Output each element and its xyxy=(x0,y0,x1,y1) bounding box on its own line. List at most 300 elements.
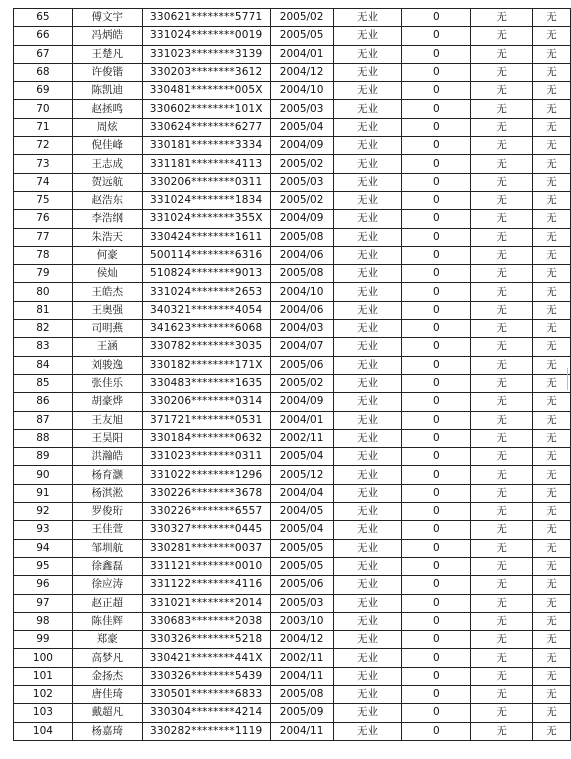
row-number: 94 xyxy=(14,539,73,557)
row-number: 79 xyxy=(14,265,73,283)
employment-cell: 无业 xyxy=(333,118,402,136)
id-number-cell: 331024********2653 xyxy=(142,283,270,301)
id-number-cell: 330206********0314 xyxy=(142,393,270,411)
table-row xyxy=(14,429,571,447)
birth-date-cell: 2005/04 xyxy=(270,521,333,539)
flag-cell-b: 无 xyxy=(533,539,571,557)
flag-cell-b: 无 xyxy=(533,649,571,667)
flag-cell-b: 无 xyxy=(533,191,571,209)
flag-cell-b: 无 xyxy=(533,210,571,228)
birth-date-cell: 2005/09 xyxy=(270,704,333,722)
birth-date-cell: 2005/02 xyxy=(270,9,333,27)
birth-date-cell: 2005/06 xyxy=(270,356,333,374)
table-row xyxy=(14,484,571,502)
flag-cell-b: 无 xyxy=(533,374,571,392)
id-number-cell: 330501********6833 xyxy=(142,685,270,703)
id-number-cell: 510824********9013 xyxy=(142,265,270,283)
id-number-cell: 330282********1119 xyxy=(142,722,270,740)
count-cell: 0 xyxy=(402,466,471,484)
table-row xyxy=(14,301,571,319)
table-row xyxy=(14,631,571,649)
id-number-cell: 331024********1834 xyxy=(142,191,270,209)
table-row xyxy=(14,466,571,484)
name-cell: 王涵 xyxy=(72,338,142,356)
employment-cell: 无业 xyxy=(333,301,402,319)
row-number: 81 xyxy=(14,301,73,319)
flag-cell-a: 无 xyxy=(471,594,533,612)
table-row xyxy=(14,722,571,740)
row-number: 95 xyxy=(14,557,73,575)
id-number-cell: 331021********2014 xyxy=(142,594,270,612)
birth-date-cell: 2004/03 xyxy=(270,320,333,338)
table-row xyxy=(14,521,571,539)
row-number: 103 xyxy=(14,704,73,722)
flag-cell-a: 无 xyxy=(471,118,533,136)
flag-cell-a: 无 xyxy=(471,649,533,667)
name-cell: 司明燕 xyxy=(72,320,142,338)
employment-cell: 无业 xyxy=(333,374,402,392)
table-row xyxy=(14,246,571,264)
employment-cell: 无业 xyxy=(333,429,402,447)
table-row xyxy=(14,374,571,392)
name-cell: 倪佳峰 xyxy=(72,137,142,155)
row-number: 87 xyxy=(14,411,73,429)
id-number-cell: 331024********0019 xyxy=(142,27,270,45)
flag-cell-a: 无 xyxy=(471,612,533,630)
flag-cell-b: 无 xyxy=(533,45,571,63)
id-number-cell: 330624********6277 xyxy=(142,118,270,136)
count-cell: 0 xyxy=(402,173,471,191)
flag-cell-b: 无 xyxy=(533,521,571,539)
id-number-cell: 330327********0445 xyxy=(142,521,270,539)
personnel-table xyxy=(13,8,571,741)
count-cell: 0 xyxy=(402,320,471,338)
id-number-cell: 330184********0632 xyxy=(142,429,270,447)
flag-cell-b: 无 xyxy=(533,338,571,356)
count-cell: 0 xyxy=(402,228,471,246)
count-cell: 0 xyxy=(402,411,471,429)
employment-cell: 无业 xyxy=(333,411,402,429)
flag-cell-a: 无 xyxy=(471,137,533,155)
row-number: 84 xyxy=(14,356,73,374)
flag-cell-a: 无 xyxy=(471,63,533,81)
flag-cell-a: 无 xyxy=(471,466,533,484)
id-number-cell: 330782********3035 xyxy=(142,338,270,356)
birth-date-cell: 2003/10 xyxy=(270,612,333,630)
count-cell: 0 xyxy=(402,722,471,740)
count-cell: 0 xyxy=(402,539,471,557)
row-number: 85 xyxy=(14,374,73,392)
flag-cell-b: 无 xyxy=(533,503,571,521)
table-row xyxy=(14,9,571,27)
count-cell: 0 xyxy=(402,63,471,81)
row-number: 65 xyxy=(14,9,73,27)
birth-date-cell: 2004/12 xyxy=(270,631,333,649)
flag-cell-b: 无 xyxy=(533,246,571,264)
count-cell: 0 xyxy=(402,301,471,319)
id-number-cell: 340321********4054 xyxy=(142,301,270,319)
count-cell: 0 xyxy=(402,429,471,447)
employment-cell: 无业 xyxy=(333,320,402,338)
employment-cell: 无业 xyxy=(333,685,402,703)
birth-date-cell: 2005/05 xyxy=(270,557,333,575)
table-row xyxy=(14,228,571,246)
id-number-cell: 330181********3334 xyxy=(142,137,270,155)
flag-cell-b: 无 xyxy=(533,685,571,703)
count-cell: 0 xyxy=(402,594,471,612)
name-cell: 高梦凡 xyxy=(72,649,142,667)
row-number: 101 xyxy=(14,667,73,685)
flag-cell-a: 无 xyxy=(471,411,533,429)
employment-cell: 无业 xyxy=(333,649,402,667)
table-row xyxy=(14,191,571,209)
row-number: 82 xyxy=(14,320,73,338)
row-number: 88 xyxy=(14,429,73,447)
row-number: 75 xyxy=(14,191,73,209)
birth-date-cell: 2005/03 xyxy=(270,173,333,191)
name-cell: 胡豪烨 xyxy=(72,393,142,411)
count-cell: 0 xyxy=(402,557,471,575)
flag-cell-a: 无 xyxy=(471,82,533,100)
flag-cell-a: 无 xyxy=(471,173,533,191)
flag-cell-a: 无 xyxy=(471,210,533,228)
employment-cell: 无业 xyxy=(333,576,402,594)
table-row xyxy=(14,45,571,63)
table-row xyxy=(14,63,571,81)
employment-cell: 无业 xyxy=(333,722,402,740)
table-row xyxy=(14,649,571,667)
id-number-cell: 330326********5439 xyxy=(142,667,270,685)
row-number: 102 xyxy=(14,685,73,703)
name-cell: 王昊阳 xyxy=(72,429,142,447)
name-cell: 张佳乐 xyxy=(72,374,142,392)
birth-date-cell: 2005/02 xyxy=(270,155,333,173)
id-number-cell: 330683********2038 xyxy=(142,612,270,630)
id-number-cell: 331121********0010 xyxy=(142,557,270,575)
birth-date-cell: 2004/07 xyxy=(270,338,333,356)
birth-date-cell: 2005/08 xyxy=(270,228,333,246)
count-cell: 0 xyxy=(402,338,471,356)
row-number: 83 xyxy=(14,338,73,356)
row-number: 78 xyxy=(14,246,73,264)
name-cell: 王佳萱 xyxy=(72,521,142,539)
count-cell: 0 xyxy=(402,45,471,63)
id-number-cell: 500114********6316 xyxy=(142,246,270,264)
birth-date-cell: 2004/09 xyxy=(270,210,333,228)
flag-cell-a: 无 xyxy=(471,521,533,539)
flag-cell-a: 无 xyxy=(471,100,533,118)
employment-cell: 无业 xyxy=(333,63,402,81)
table-row xyxy=(14,82,571,100)
id-number-cell: 330326********5218 xyxy=(142,631,270,649)
table-row xyxy=(14,576,571,594)
id-number-cell: 330203********3612 xyxy=(142,63,270,81)
name-cell: 许俊锴 xyxy=(72,63,142,81)
row-number: 98 xyxy=(14,612,73,630)
row-number: 68 xyxy=(14,63,73,81)
flag-cell-b: 无 xyxy=(533,466,571,484)
id-number-cell: 331024********355X xyxy=(142,210,270,228)
count-cell: 0 xyxy=(402,448,471,466)
flag-cell-b: 无 xyxy=(533,228,571,246)
count-cell: 0 xyxy=(402,576,471,594)
row-number: 76 xyxy=(14,210,73,228)
id-number-cell: 330182********171X xyxy=(142,356,270,374)
birth-date-cell: 2004/10 xyxy=(270,283,333,301)
flag-cell-a: 无 xyxy=(471,338,533,356)
row-number: 72 xyxy=(14,137,73,155)
employment-cell: 无业 xyxy=(333,45,402,63)
flag-cell-a: 无 xyxy=(471,448,533,466)
table-row xyxy=(14,393,571,411)
row-number: 90 xyxy=(14,466,73,484)
birth-date-cell: 2005/02 xyxy=(270,374,333,392)
id-number-cell: 341623********6068 xyxy=(142,320,270,338)
name-cell: 杨淇淞 xyxy=(72,484,142,502)
flag-cell-b: 无 xyxy=(533,594,571,612)
count-cell: 0 xyxy=(402,82,471,100)
birth-date-cell: 2004/12 xyxy=(270,63,333,81)
name-cell: 赵浩东 xyxy=(72,191,142,209)
count-cell: 0 xyxy=(402,612,471,630)
birth-date-cell: 2004/04 xyxy=(270,484,333,502)
birth-date-cell: 2005/03 xyxy=(270,594,333,612)
count-cell: 0 xyxy=(402,374,471,392)
birth-date-cell: 2004/11 xyxy=(270,722,333,740)
count-cell: 0 xyxy=(402,210,471,228)
employment-cell: 无业 xyxy=(333,667,402,685)
row-number: 104 xyxy=(14,722,73,740)
flag-cell-a: 无 xyxy=(471,429,533,447)
flag-cell-b: 无 xyxy=(533,557,571,575)
flag-cell-a: 无 xyxy=(471,557,533,575)
birth-date-cell: 2005/04 xyxy=(270,118,333,136)
name-cell: 罗俊珩 xyxy=(72,503,142,521)
employment-cell: 无业 xyxy=(333,191,402,209)
flag-cell-a: 无 xyxy=(471,539,533,557)
count-cell: 0 xyxy=(402,704,471,722)
name-cell: 赵正超 xyxy=(72,594,142,612)
flag-cell-a: 无 xyxy=(471,155,533,173)
flag-cell-a: 无 xyxy=(471,374,533,392)
table-row xyxy=(14,338,571,356)
birth-date-cell: 2005/02 xyxy=(270,191,333,209)
flag-cell-b: 无 xyxy=(533,429,571,447)
employment-cell: 无业 xyxy=(333,137,402,155)
birth-date-cell: 2002/11 xyxy=(270,429,333,447)
flag-cell-a: 无 xyxy=(471,228,533,246)
birth-date-cell: 2004/06 xyxy=(270,246,333,264)
employment-cell: 无业 xyxy=(333,173,402,191)
id-number-cell: 331022********1296 xyxy=(142,466,270,484)
employment-cell: 无业 xyxy=(333,246,402,264)
employment-cell: 无业 xyxy=(333,356,402,374)
birth-date-cell: 2005/06 xyxy=(270,576,333,594)
name-cell: 李浩纲 xyxy=(72,210,142,228)
birth-date-cell: 2005/03 xyxy=(270,100,333,118)
id-number-cell: 330421********441X xyxy=(142,649,270,667)
table-row xyxy=(14,356,571,374)
birth-date-cell: 2002/11 xyxy=(270,649,333,667)
flag-cell-b: 无 xyxy=(533,118,571,136)
flag-cell-b: 无 xyxy=(533,320,571,338)
table-row xyxy=(14,557,571,575)
id-number-cell: 331023********0311 xyxy=(142,448,270,466)
flag-cell-a: 无 xyxy=(471,393,533,411)
flag-cell-b: 无 xyxy=(533,155,571,173)
id-number-cell: 331023********3139 xyxy=(142,45,270,63)
count-cell: 0 xyxy=(402,155,471,173)
name-cell: 徐鑫磊 xyxy=(72,557,142,575)
flag-cell-a: 无 xyxy=(471,356,533,374)
name-cell: 何豪 xyxy=(72,246,142,264)
table-row xyxy=(14,155,571,173)
employment-cell: 无业 xyxy=(333,503,402,521)
name-cell: 杨育灏 xyxy=(72,466,142,484)
table-row xyxy=(14,173,571,191)
flag-cell-b: 无 xyxy=(533,27,571,45)
birth-date-cell: 2004/09 xyxy=(270,393,333,411)
table-row xyxy=(14,411,571,429)
flag-cell-a: 无 xyxy=(471,704,533,722)
birth-date-cell: 2004/05 xyxy=(270,503,333,521)
row-number: 89 xyxy=(14,448,73,466)
name-cell: 赵拯鸣 xyxy=(72,100,142,118)
employment-cell: 无业 xyxy=(333,612,402,630)
flag-cell-b: 无 xyxy=(533,576,571,594)
row-number: 97 xyxy=(14,594,73,612)
name-cell: 刘骏逸 xyxy=(72,356,142,374)
birth-date-cell: 2005/12 xyxy=(270,466,333,484)
flag-cell-a: 无 xyxy=(471,576,533,594)
flag-cell-b: 无 xyxy=(533,63,571,81)
employment-cell: 无业 xyxy=(333,631,402,649)
row-number: 100 xyxy=(14,649,73,667)
name-cell: 邹圳航 xyxy=(72,539,142,557)
flag-cell-a: 无 xyxy=(471,27,533,45)
id-number-cell: 330281********0037 xyxy=(142,539,270,557)
row-number: 77 xyxy=(14,228,73,246)
name-cell: 陈佳辉 xyxy=(72,612,142,630)
employment-cell: 无业 xyxy=(333,448,402,466)
row-number: 67 xyxy=(14,45,73,63)
name-cell: 周炫 xyxy=(72,118,142,136)
birth-date-cell: 2005/05 xyxy=(270,539,333,557)
count-cell: 0 xyxy=(402,631,471,649)
birth-date-cell: 2005/05 xyxy=(270,27,333,45)
flag-cell-b: 无 xyxy=(533,411,571,429)
table-row xyxy=(14,594,571,612)
employment-cell: 无业 xyxy=(333,155,402,173)
flag-cell-b: 无 xyxy=(533,704,571,722)
flag-cell-b: 无 xyxy=(533,722,571,740)
employment-cell: 无业 xyxy=(333,557,402,575)
table-row xyxy=(14,320,571,338)
birth-date-cell: 2004/01 xyxy=(270,411,333,429)
count-cell: 0 xyxy=(402,191,471,209)
flag-cell-a: 无 xyxy=(471,685,533,703)
id-number-cell: 330602********101X xyxy=(142,100,270,118)
count-cell: 0 xyxy=(402,118,471,136)
row-number: 80 xyxy=(14,283,73,301)
birth-date-cell: 2004/09 xyxy=(270,137,333,155)
employment-cell: 无业 xyxy=(333,539,402,557)
name-cell: 冯炳皓 xyxy=(72,27,142,45)
flag-cell-b: 无 xyxy=(533,301,571,319)
flag-cell-a: 无 xyxy=(471,631,533,649)
page-edge-marker xyxy=(567,368,571,390)
name-cell: 洪瀚皓 xyxy=(72,448,142,466)
flag-cell-b: 无 xyxy=(533,100,571,118)
name-cell: 唐佳琦 xyxy=(72,685,142,703)
name-cell: 郑豪 xyxy=(72,631,142,649)
row-number: 91 xyxy=(14,484,73,502)
id-number-cell: 371721********0531 xyxy=(142,411,270,429)
count-cell: 0 xyxy=(402,649,471,667)
flag-cell-a: 无 xyxy=(471,246,533,264)
row-number: 73 xyxy=(14,155,73,173)
employment-cell: 无业 xyxy=(333,82,402,100)
flag-cell-b: 无 xyxy=(533,283,571,301)
flag-cell-b: 无 xyxy=(533,265,571,283)
row-number: 99 xyxy=(14,631,73,649)
table-row xyxy=(14,100,571,118)
table-row xyxy=(14,612,571,630)
id-number-cell: 331181********4113 xyxy=(142,155,270,173)
name-cell: 傅文宇 xyxy=(72,9,142,27)
name-cell: 王楚凡 xyxy=(72,45,142,63)
employment-cell: 无业 xyxy=(333,704,402,722)
row-number: 92 xyxy=(14,503,73,521)
id-number-cell: 331122********4116 xyxy=(142,576,270,594)
table-row xyxy=(14,210,571,228)
table-row xyxy=(14,539,571,557)
row-number: 71 xyxy=(14,118,73,136)
name-cell: 陈凯迪 xyxy=(72,82,142,100)
table-row xyxy=(14,118,571,136)
count-cell: 0 xyxy=(402,137,471,155)
employment-cell: 无业 xyxy=(333,27,402,45)
birth-date-cell: 2005/04 xyxy=(270,448,333,466)
flag-cell-a: 无 xyxy=(471,301,533,319)
name-cell: 王志成 xyxy=(72,155,142,173)
table-row xyxy=(14,704,571,722)
id-number-cell: 330424********1611 xyxy=(142,228,270,246)
id-number-cell: 330483********1635 xyxy=(142,374,270,392)
count-cell: 0 xyxy=(402,9,471,27)
table-row xyxy=(14,265,571,283)
employment-cell: 无业 xyxy=(333,338,402,356)
name-cell: 金扬杰 xyxy=(72,667,142,685)
flag-cell-b: 无 xyxy=(533,173,571,191)
birth-date-cell: 2005/08 xyxy=(270,265,333,283)
row-number: 66 xyxy=(14,27,73,45)
flag-cell-b: 无 xyxy=(533,667,571,685)
flag-cell-b: 无 xyxy=(533,612,571,630)
employment-cell: 无业 xyxy=(333,100,402,118)
id-number-cell: 330206********0311 xyxy=(142,173,270,191)
name-cell: 徐应涛 xyxy=(72,576,142,594)
count-cell: 0 xyxy=(402,100,471,118)
id-number-cell: 330621********5771 xyxy=(142,9,270,27)
table-body xyxy=(14,9,571,741)
flag-cell-a: 无 xyxy=(471,45,533,63)
name-cell: 侯灿 xyxy=(72,265,142,283)
count-cell: 0 xyxy=(402,283,471,301)
table-row xyxy=(14,448,571,466)
id-number-cell: 330226********3678 xyxy=(142,484,270,502)
id-number-cell: 330226********6557 xyxy=(142,503,270,521)
